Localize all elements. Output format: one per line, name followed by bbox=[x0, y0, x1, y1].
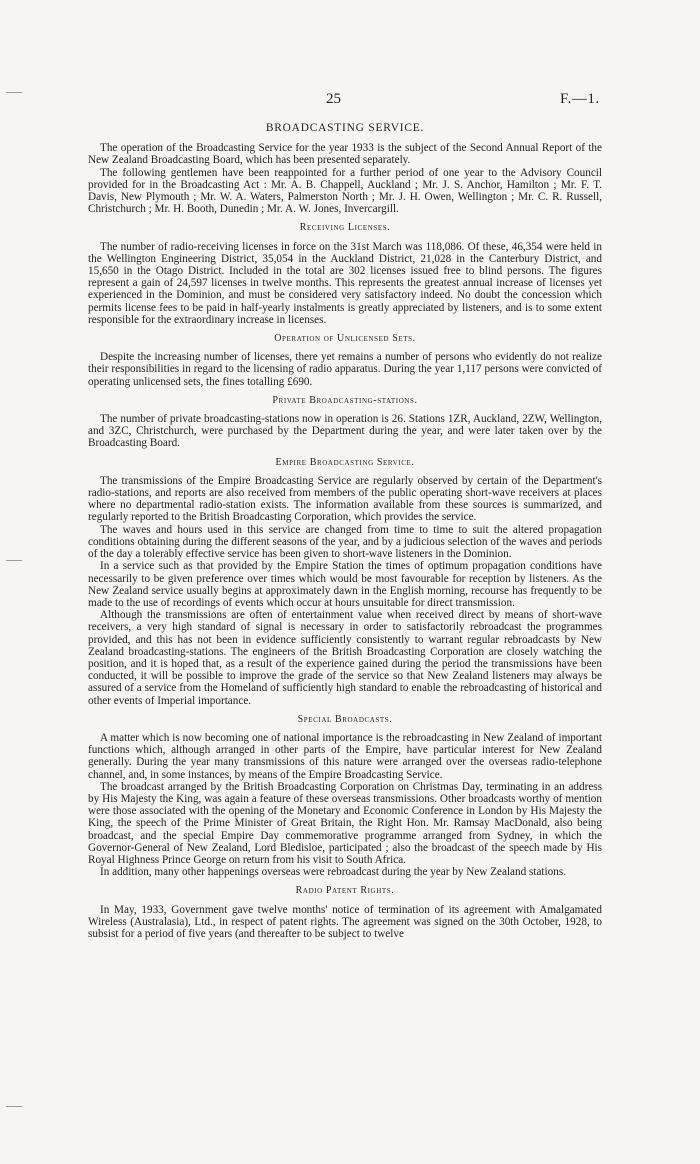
paragraph: The number of private broadcasting-stations now in operation is 26. Stations 1ZR, Auckland, 2ZW, Wellington, and 3ZC, Christchurch, were purchased by the Department during the year, and were later taken over by the Broadcasting Board. bbox=[88, 413, 602, 450]
article-body bbox=[88, 122, 602, 940]
page-number: 25 bbox=[326, 91, 341, 107]
paragraph: The waves and hours used in this service are changed from time to time to suit the altered propagation conditions obtaining during the different seasons of the year, and by a judicious selection of the waves and periods of the day a tolerably effective service has been given to short-wave listeners in the Dominion. bbox=[88, 523, 602, 561]
section-heading-unlicensed-sets: Operation of Unlicensed Sets. bbox=[274, 333, 416, 345]
paragraph: In May, 1933, Government gave twelve months' notice of termination of its agreement with Amalgamated Wireless (Australasia), Ltd., in respect of patent rights. The agreement was signed on the 30th October, 1928, to subsist for a period of five years (and thereafter to be subject to twelve bbox=[88, 903, 602, 940]
paragraph: The broadcast arranged by the British Broadcasting Corporation on Christmas Day, terminating in an address by His Majesty the King, was again a feature of these overseas transmissions. Other broadcasts worthy of mention were those associated with the opening of the Monetary and Economic Conference in London by His Majesty the King, the speech of the Prime Minister of Great Britain, the Right Hon. Mr. Ramsay MacDonald, also being broadcast, and the special Empire Day commemorative programme arranged from Sydney, in which the Governor-General of New Zealand, Lord Bledisloe, participated ; also the broadcast of the speech made by His Royal Highness Prince George on return from his visit to South Africa. bbox=[88, 780, 602, 866]
margin-mark bbox=[6, 1106, 22, 1107]
intro-paragraph: The following gentlemen have been reappointed for a further period of one year to the Advisory Council provided for in the Broadcasting Act : Mr. A. B. Chappell, Auckland ; Mr. J. S. Anchor, Hamilton ; Mr. F. T. Davis, New Plymouth ; Mr. W. A. Waters, Palmerston North ; Mr. J. H. Owen, Wellington ; Mr. C. R. Russell, Christchurch ; Mr. H. Booth, Dunedin ; Mr. A. W. Jones, Invercargill. bbox=[88, 166, 602, 216]
document-reference: F.—1. bbox=[560, 91, 600, 107]
section-heading-private-stations: Private Broadcasting-stations. bbox=[272, 394, 418, 406]
article-title: BROADCASTING SERVICE. bbox=[265, 122, 425, 134]
margin-mark bbox=[6, 560, 22, 561]
page-header bbox=[0, 91, 700, 111]
section-heading-receiving-licenses: Receiving Licenses. bbox=[299, 222, 391, 234]
section-heading-empire-service: Empire Broadcasting Service. bbox=[275, 456, 415, 468]
intro-paragraph: The operation of the Broadcasting Service for the year 1933 is the subject of the Second Annual Report of the New Zealand Broadcasting Board, which has been presented separately. bbox=[88, 142, 602, 167]
paragraph: A matter which is now becoming one of national importance is the rebroadcasting in New Zealand of important functions which, although arranged in other parts of the Empire, have particular interest for New Zealand generally. During the year many transmissions of this nature were arranged over the overseas radio-telephone channel, and, in some instances, by means of the Empire Broadcasting Service. bbox=[88, 731, 602, 781]
paragraph: In addition, many other happenings overseas were rebroadcast during the year by New Zealand stations. bbox=[100, 866, 566, 879]
section-heading-patent-rights: Radio Patent Rights. bbox=[295, 885, 395, 897]
paragraph: The transmissions of the Empire Broadcasting Service are regularly observed by certain of the Department's radio-stations, and reports are also received from members of the public operating short-wave receivers at places where no departmental radio-station exists. The information available from these sources is summarized, and regularly reported to the British Broadcasting Corporation, which provides the service. bbox=[88, 474, 602, 524]
paragraph: Despite the increasing number of licenses, there yet remains a number of persons who evidently do not realize their responsibilities in regard to the licensing of radio apparatus. During the year 1,117 persons were convicted of operating unlicensed sets, the fines totalling £690. bbox=[88, 351, 602, 388]
paragraph: The number of radio-receiving licenses in force on the 31st March was 118,086. Of these, 46,354 were held in the Wellington Engineering District, 35,054 in the Auckland District, 21,028 in the Canterbury District, and 15,650 in the Otago District. Included in the total are 302 licenses issued free to blind persons. The figures represent a gain of 24,597 licenses in twelve months. This represents the greatest annual increase of licenses yet experienced in the Dominion, and must be considered very satisfactory indeed. No doubt the concession which permits license fees to be paid in half-yearly instalments is greatly appreciated by listeners, and is to some extent responsible for the extraordinary increase in licenses. bbox=[88, 240, 602, 326]
paragraph: In a service such as that provided by the Empire Station the times of optimum propagation conditions have necessarily to be given preference over times which would be most favourable for reception by listeners. As the New Zealand service usually begins at approximately dawn in the English morning, recourse has frequently to be made to the use of recordings of events which occur at hours unsuitable for direct transmission. bbox=[88, 560, 602, 609]
section-heading-special-broadcasts: Special Broadcasts. bbox=[297, 713, 393, 725]
paragraph: Although the transmissions are often of entertainment value when received direct by means of short-wave receivers, a very high standard of signal is necessary in order to satisfactorily rebroadcast the programmes provided, and this has not been in evidence sufficiently consistently to warrant regular rebroadcasts by New Zealand broadcasting-stations. The engineers of the British Broadcasting Corporation are closely watching the position, and it is hoped that, as a result of the experience gained during the period the transmissions have been conducted, it will be possible to improve the grade of the service so that New Zealand listeners may always be assured of a service from the Homeland of sufficiently high standard to enable the rebroadcasting of historical and other events of Imperial importance. bbox=[88, 609, 602, 707]
